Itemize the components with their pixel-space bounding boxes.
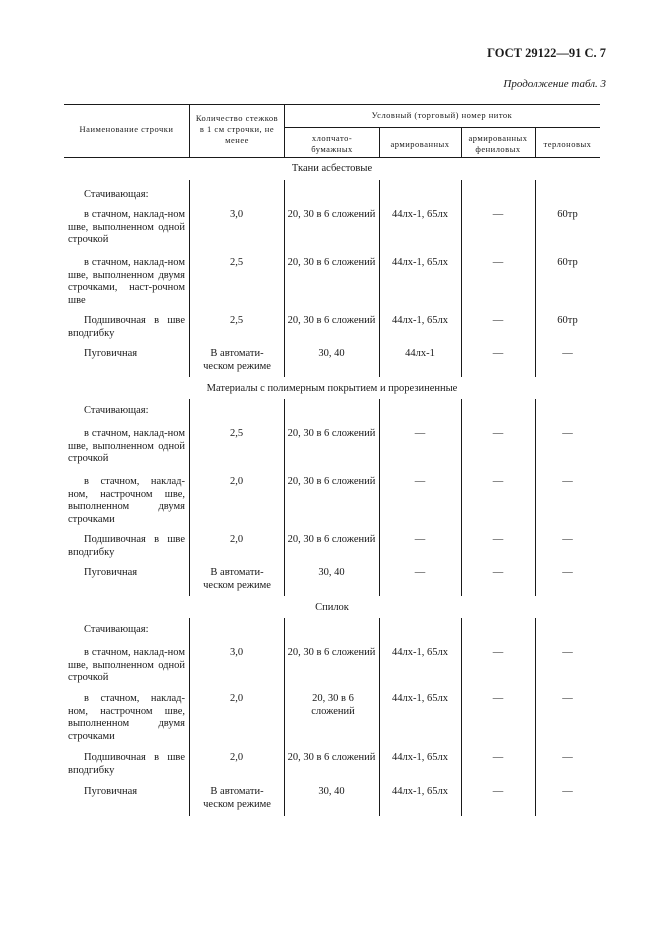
section-title-split-leather: Спилок [315,602,349,613]
reinforced-value: 44лх-1, 65лх [392,257,448,268]
terlon-value: 60тр [557,209,578,220]
row-name: в стачном, наклад-ном, настрочном шве, выполненном двумя строчками [68,693,185,742]
row-name: Подшивочная в шве вподгибку [68,752,185,776]
header-divider [189,104,190,158]
cotton-value: 20, 30 в 6 сложений [311,693,355,717]
row-name: в стачном, наклад-ном шве, выполненном одной строчкой [68,209,185,245]
phenylone-value: — [492,567,504,578]
row-name: Пуговичная [84,786,138,797]
terlon-value: 60тр [557,257,578,268]
phenylone-value: — [492,315,504,326]
row-name: Пуговичная [84,348,138,359]
cotton-value: 30, 40 [318,567,345,578]
terlon-value: 60тр [557,315,578,326]
stitches-value: 3,0 [229,209,244,220]
phenylone-value: — [492,257,504,268]
table-top-rule [64,104,600,105]
terlon-value: — [562,534,573,545]
row-name: в стачном, наклад-ном шве, выполненном одной строчкой [68,428,185,464]
stitches-value: В автомати-ческом режиме [203,348,271,372]
reinforced-value: 44лх-1, 65лх [392,693,448,704]
stitches-value: 2,0 [229,693,244,704]
col-header-cotton: хлопчато-бумажных [311,133,353,154]
cotton-value: 30, 40 [318,786,345,797]
col-header-reinforced-phenylone: армированных фениловых [468,133,528,154]
stitches-value: 2,5 [229,428,244,439]
row-name: Стачивающая: [84,405,149,416]
col-header-name: Наименование строчки [79,124,174,134]
terlon-value: — [562,752,573,763]
terlon-value: — [562,786,573,797]
reinforced-value: 44лх-1, 65лх [392,786,448,797]
cotton-value: 20, 30 в 6 сложений [287,476,376,487]
row-name: Подшивочная в шве вподгибку [68,315,185,339]
stitches-value: 3,0 [229,647,244,658]
reinforced-value: — [414,567,426,578]
phenylone-value: — [492,428,504,439]
col-header-reinforced: армированных [390,139,450,149]
phenylone-value: — [492,534,504,545]
terlon-value: — [562,348,573,359]
terlon-value: — [562,693,573,704]
phenylone-value: — [492,693,504,704]
reinforced-value: 44лх-1, 65лх [392,209,448,220]
phenylone-value: — [492,209,504,220]
col-header-thread-number: Условный (торговый) номер ниток [371,110,513,120]
terlon-value: — [562,647,573,658]
row-name: в стачном, наклад-ном, настрочном шве, выполненном двумя строчками [68,476,185,525]
cotton-value: 20, 30 в 6 сложений [287,209,376,220]
reinforced-value: 44лх-1 [405,348,435,359]
table-continuation-note: Продолжение табл. 3 [503,78,606,90]
phenylone-value: — [492,786,504,797]
reinforced-value: 44лх-1, 65лх [392,647,448,658]
row-name: в стачном, наклад-ном шве, выполненном одной строчкой [68,647,185,683]
reinforced-value: 44лх-1, 65лх [392,315,448,326]
phenylone-value: — [492,647,504,658]
table-header-bottom-rule [64,157,600,158]
reinforced-value: — [414,476,426,487]
terlon-value: — [562,567,573,578]
cotton-value: 20, 30 в 6 сложений [287,752,376,763]
thread-group-rule [284,127,600,128]
stitches-value: В автомати-ческом режиме [203,786,271,810]
row-name: Стачивающая: [84,189,149,200]
row-name: Подшивочная в шве вподгибку [68,534,185,558]
cotton-value: 20, 30 в 6 сложений [287,257,376,268]
row-name: в стачном, наклад-ном шве, выполненном двумя строчками, наст-рочном шве [68,257,185,306]
stitches-value: В автомати-ческом режиме [203,567,271,591]
section-title-polymer: Материалы с полимерным покрытием и прорезиненные [206,383,458,394]
section-title-asbestos: Ткани асбестовые [291,163,373,174]
col-header-stitches: Количество стежков в 1 см строчки, не менее [195,113,279,145]
terlon-value: — [562,428,573,439]
reinforced-value: — [414,428,426,439]
cotton-value: 20, 30 в 6 сложений [287,647,376,658]
page-header: ГОСТ 29122—91 С. 7 [487,46,606,60]
cotton-value: 20, 30 в 6 сложений [287,534,376,545]
reinforced-value: — [414,534,426,545]
cotton-value: 20, 30 в 6 сложений [287,428,376,439]
stitches-value: 2,0 [229,752,244,763]
stitches-value: 2,0 [229,534,244,545]
reinforced-value: 44лх-1, 65лх [392,752,448,763]
cotton-value: 20, 30 в 6 сложений [287,315,376,326]
stitches-value: 2,5 [229,257,244,268]
terlon-value: — [562,476,573,487]
phenylone-value: — [492,476,504,487]
row-name: Пуговичная [84,567,138,578]
phenylone-value: — [492,348,504,359]
col-header-terlon: терлоновых [543,139,592,149]
stitches-value: 2,0 [229,476,244,487]
row-name: Стачивающая: [84,624,149,635]
phenylone-value: — [492,752,504,763]
cotton-value: 30, 40 [318,348,345,359]
stitches-value: 2,5 [229,315,244,326]
